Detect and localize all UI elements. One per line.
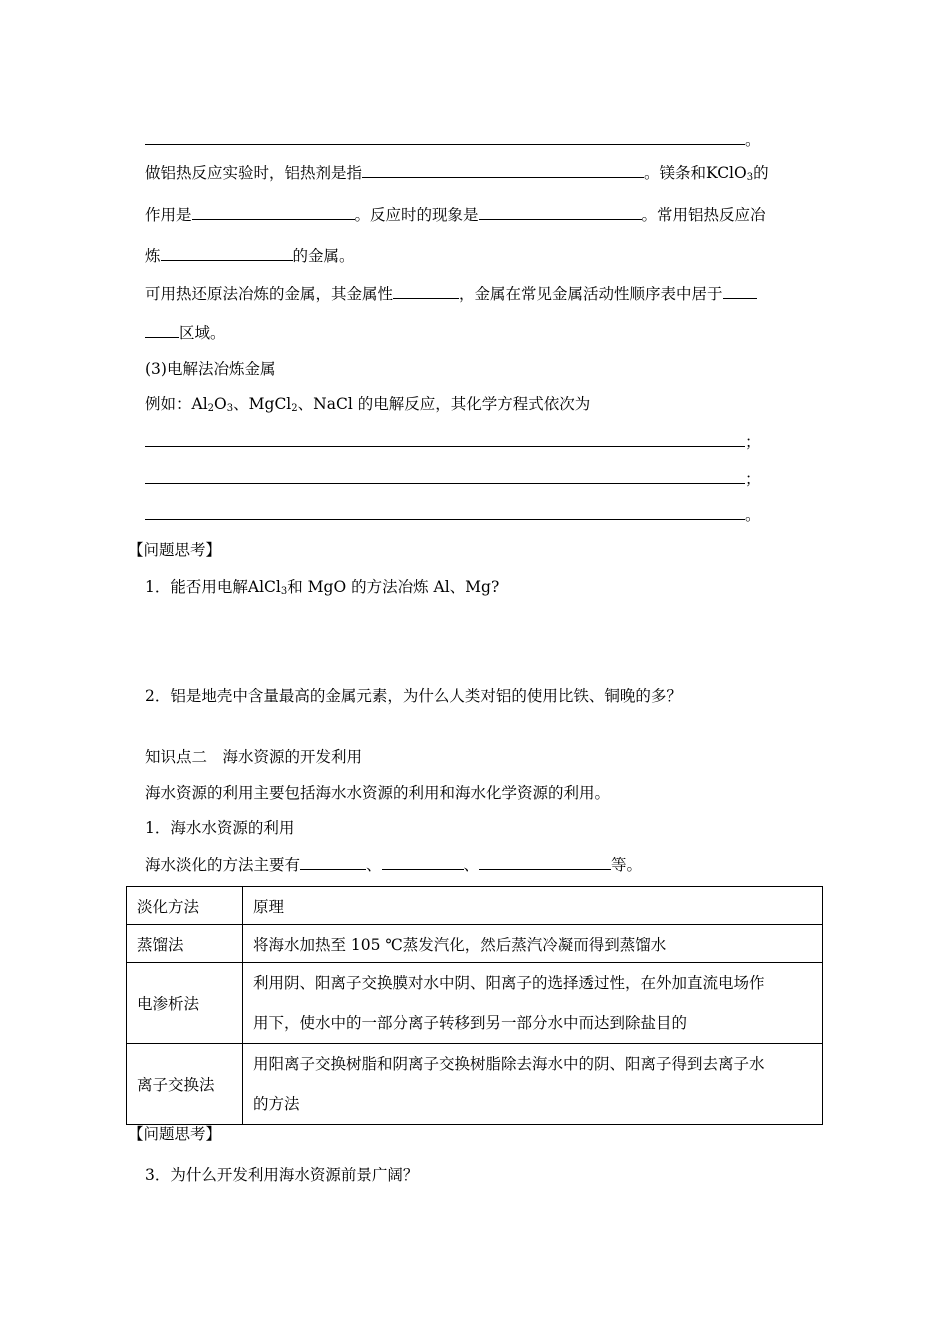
question-3: 3．为什么开发利用海水资源前景广阔？ bbox=[145, 1166, 419, 1184]
blank[interactable] bbox=[723, 284, 757, 299]
method-cell: 离子交换法 bbox=[127, 1044, 243, 1125]
principle-line: 用下，使水中的一部分离子转移到另一部分水中而达到除盐目的 bbox=[253, 1014, 688, 1032]
method-cell: 蒸馏法 bbox=[127, 925, 243, 963]
table-header-row bbox=[127, 887, 823, 925]
blank[interactable] bbox=[145, 323, 179, 338]
table-row bbox=[127, 963, 823, 1044]
example-line: 例如：$Al_2O_3$、MgCl$_2$、NaCl 的电解反应，其化学方程式依次为 bbox=[145, 395, 591, 414]
blank[interactable] bbox=[382, 855, 464, 870]
role-question: 作用是 。反应时的现象是 。常用铝热反应冶 bbox=[145, 206, 766, 224]
equation-line-2: ； bbox=[145, 469, 761, 489]
blank[interactable] bbox=[145, 130, 745, 145]
blank[interactable] bbox=[479, 205, 642, 220]
principle-line: 利用阴、阳离子交换膜对水中阴、阳离子的选择透过性，在外加直流电场作 bbox=[253, 974, 765, 992]
desalination-table bbox=[126, 886, 823, 1125]
thermite-question: 做铝热反应实验时，铝热剂是指 。镁条和KClO$_3$的 bbox=[145, 164, 769, 183]
principle-line: 用阳离子交换树脂和阴离子交换树脂除去海水中的阴、阳离子得到去离子水 bbox=[253, 1055, 765, 1073]
blank[interactable] bbox=[300, 855, 366, 870]
question-2: 2．铝是地壳中含量最高的金属元素，为什么人类对铝的使用比铁、铜晚的多？ bbox=[145, 687, 682, 705]
desalination-question: 海水淡化的方法主要有 、 、 等。 bbox=[145, 856, 643, 874]
heat-reduction-question: 可用热还原法冶炼的金属，其金属性 ，金属在常见金属活动性顺序表中居于 bbox=[145, 284, 757, 304]
blank[interactable] bbox=[145, 469, 745, 484]
table-row bbox=[127, 925, 823, 963]
table-row bbox=[127, 1044, 823, 1125]
equation-line-3: 。 bbox=[145, 505, 761, 525]
principle-cell bbox=[243, 963, 823, 1044]
smelt-question: 炼 的金属。 bbox=[145, 247, 355, 265]
section-intro: 海水资源的利用主要包括海水水资源的利用和海水化学资源的利用。 bbox=[145, 784, 611, 802]
subsection-title: 1．海水水资源的利用 bbox=[145, 819, 295, 837]
answer-line-top: 。 bbox=[145, 130, 761, 150]
method-cell: 电渗析法 bbox=[127, 963, 243, 1044]
question-1: 1．能否用电解AlCl$_3$和 MgO 的方法冶炼 Al、Mg? bbox=[145, 578, 500, 597]
question-heading: 【问题思考】 bbox=[128, 541, 222, 559]
blank[interactable] bbox=[145, 432, 745, 447]
table-header-cell: 淡化方法 bbox=[127, 887, 243, 925]
question-heading: 【问题思考】 bbox=[128, 1125, 222, 1143]
principle-cell bbox=[243, 1044, 823, 1125]
blank[interactable] bbox=[479, 855, 611, 870]
blank[interactable] bbox=[145, 505, 745, 520]
region-line: 区域。 bbox=[145, 323, 226, 343]
blank[interactable] bbox=[192, 205, 355, 220]
equation-line-1: ； bbox=[145, 432, 761, 452]
principle-line: 的方法 bbox=[253, 1095, 300, 1113]
blank[interactable] bbox=[362, 163, 644, 178]
principle-cell: 将海水加热至 105 ℃蒸发汽化，然后蒸汽冷凝而得到蒸馏水 bbox=[243, 925, 823, 963]
table-header-cell: 原理 bbox=[243, 887, 823, 925]
electrolysis-title: (3)电解法冶炼金属 bbox=[145, 360, 276, 378]
section-title: 知识点二 海水资源的开发利用 bbox=[145, 748, 363, 766]
blank[interactable] bbox=[393, 284, 459, 299]
blank[interactable] bbox=[161, 246, 293, 261]
